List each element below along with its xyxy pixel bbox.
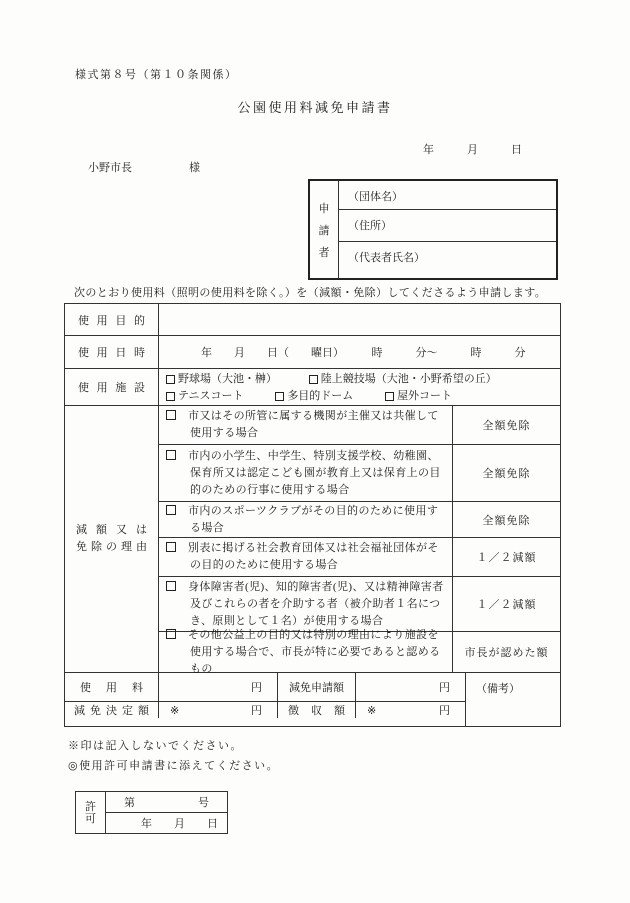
- permit-number-field[interactable]: 第 号: [106, 792, 227, 813]
- yen-unit: 円: [439, 705, 450, 717]
- facility-line-2: [166, 388, 560, 405]
- checkbox-icon[interactable]: [309, 375, 318, 384]
- reason-row-other-public: [159, 628, 560, 675]
- usage-datetime-label: 使用日時: [65, 336, 159, 368]
- reason-row-disability: [159, 577, 560, 632]
- reason-text: 身体障害者(児)、知的障害者(児)、又は精神障害者及びこれらの者を介助する者（被介助者１名につき、原則として１名）が使用する場合: [159, 577, 453, 631]
- note-attach: ◎使用許可申請書に添えてください。: [68, 760, 280, 772]
- application-date-line[interactable]: 年 月 日: [423, 144, 522, 156]
- applicant-fields: [339, 181, 556, 278]
- checkbox-icon[interactable]: [166, 392, 175, 401]
- facility-dome[interactable]: 多目的ドーム: [275, 388, 353, 405]
- organization-name-field[interactable]: （団体名）: [339, 181, 556, 210]
- checkbox-icon[interactable]: [166, 542, 176, 552]
- addressee-name: 小野市長: [88, 162, 132, 174]
- collected-amount-input[interactable]: [356, 702, 465, 718]
- office-use-mark: ※: [367, 704, 377, 717]
- applicant-label: 申 請 者: [310, 181, 339, 278]
- reason-row-schools: [159, 445, 560, 503]
- reason-row-sports-club: [159, 502, 560, 538]
- reason-amount: １／２減額: [476, 599, 537, 612]
- reduction-request-label: 減免申請額: [278, 673, 356, 701]
- yen-unit: 円: [251, 705, 262, 717]
- intro-sentence: 次のとおり使用料（照明の使用料を除く。）を（減額・免除）してくださるよう申請します。: [74, 287, 547, 299]
- permit-fields: [106, 792, 227, 833]
- address-field[interactable]: （住所）: [339, 210, 556, 242]
- usage-datetime-input[interactable]: 年 月 日（ 曜日） 時 分～ 時 分: [201, 347, 526, 359]
- checkbox-icon[interactable]: [275, 392, 284, 401]
- facility-options: [159, 369, 560, 405]
- permit-date-field[interactable]: 年 月 日: [141, 818, 218, 830]
- note-office-use: ※印は記入しないでください。: [68, 740, 243, 752]
- checkbox-icon[interactable]: [166, 450, 176, 460]
- reason-amount: 市長が認めた額: [464, 647, 549, 659]
- permit-label: 許 可: [76, 792, 106, 833]
- checkbox-icon[interactable]: [166, 410, 176, 420]
- reason-row-city-host: [159, 406, 560, 445]
- form-number: 様式第８号（第１０条関係）: [75, 69, 238, 81]
- reason-text: 市内の小学生、中学生、特別支援学校、幼稚園、保育所又は認定こども園が教育上又は保育上の目的のための行事に使用する場合: [159, 445, 453, 502]
- checkbox-icon[interactable]: [166, 629, 176, 639]
- reason-text: 別表に掲げる社会教育団体又は社会福祉団体がその目的のために使用する場合: [159, 538, 453, 576]
- facility-line-1: [166, 371, 560, 388]
- reason-text: 市内のスポーツクラブがその目的のために使用する場合: [159, 502, 453, 537]
- usage-purpose-row: [65, 304, 560, 336]
- reason-text: その他公益上の目的又は特別の理由により施設を使用する場合で、市長が特に必要であると認めるもの: [159, 632, 453, 672]
- usage-fee-label: 使用料: [65, 673, 159, 701]
- reason-text: 市又はその所管に属する機関が主催又は共催して使用する場合: [159, 406, 453, 444]
- reason-amount: １／２減額: [476, 552, 537, 565]
- applicant-box: [308, 179, 558, 280]
- fee-grid: [65, 673, 465, 726]
- application-table: [64, 303, 561, 727]
- fee-row: [65, 673, 465, 702]
- checkbox-icon[interactable]: [166, 375, 175, 384]
- collected-amount-label: 徴収額: [278, 702, 356, 718]
- remarks-label: （備考）: [476, 683, 520, 695]
- facility-outdoor-court[interactable]: 屋外コート: [385, 388, 452, 405]
- addressee-honorific: 様: [189, 162, 200, 174]
- usage-datetime-row: [65, 336, 560, 369]
- checkbox-icon[interactable]: [385, 392, 394, 401]
- usage-purpose-label: 使用目的: [65, 304, 159, 335]
- reason-rows: [159, 406, 560, 675]
- reason-amount: 全額免除: [482, 419, 531, 432]
- reason-section: [65, 406, 560, 673]
- office-use-mark: ※: [170, 704, 180, 717]
- reason-amount: 全額免除: [482, 514, 531, 527]
- usage-purpose-input[interactable]: [159, 304, 560, 335]
- facility-baseball[interactable]: 野球場（大池・榊）: [166, 371, 277, 388]
- fee-section: [65, 673, 560, 726]
- permit-box: [75, 791, 228, 834]
- reduction-request-input[interactable]: [356, 673, 465, 701]
- facility-tennis[interactable]: テニスコート: [166, 388, 244, 405]
- facility-athletics[interactable]: 陸上競技場（大池・小野希望の丘）: [309, 371, 497, 388]
- page-title: 公園使用料減免申請書: [237, 100, 393, 115]
- reduction-decision-label: 減免決定額: [65, 702, 159, 718]
- remarks-cell[interactable]: [465, 673, 560, 726]
- reason-row-social-groups: [159, 538, 560, 577]
- checkbox-icon[interactable]: [166, 581, 176, 591]
- usage-facility-label: 使用施設: [65, 369, 159, 405]
- usage-facility-row: [65, 369, 560, 406]
- reason-header: 減額又は 免除の理由: [65, 406, 159, 672]
- yen-unit: 円: [439, 682, 450, 694]
- reduction-decision-input[interactable]: [159, 702, 278, 718]
- yen-unit: 円: [251, 682, 262, 694]
- addressee-row: [88, 159, 200, 175]
- decision-row: [65, 702, 465, 718]
- checkbox-icon[interactable]: [166, 505, 176, 515]
- reason-amount: 全額免除: [482, 468, 531, 481]
- usage-fee-input[interactable]: [159, 673, 278, 701]
- representative-name-field[interactable]: （代表者氏名）: [348, 252, 425, 264]
